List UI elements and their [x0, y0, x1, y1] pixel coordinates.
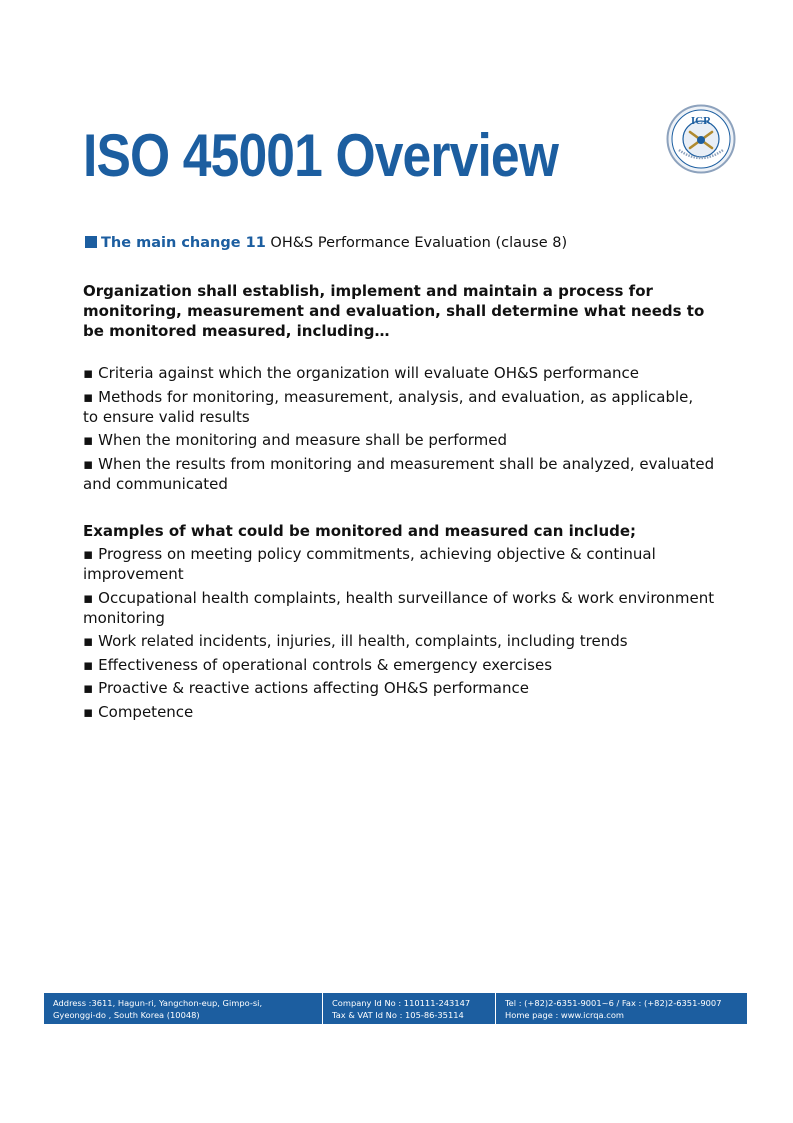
list-item: ▪ When the results from monitoring and measurement shall be analyzed, evaluated and communicated — [83, 454, 715, 493]
icr-logo — [666, 104, 736, 174]
list-item: ▪ Methods for monitoring, measurement, analysis, and evaluation, as applicable, to ensure valid results — [83, 387, 694, 426]
intro-paragraph: Organization shall establish, implement and maintain a process for monitoring, measurement and evaluation, shall determine what needs to be monitored measured, including… — [83, 282, 705, 340]
bullet-icon: ▪ — [83, 387, 94, 406]
list-item: ▪ Proactive & reactive actions affecting OH&S performance — [83, 679, 529, 697]
footer-contact — [495, 993, 747, 1024]
bullet-icon: ▪ — [83, 431, 94, 449]
requirements-list — [83, 363, 723, 497]
page-title: ISO 45001 Overview — [83, 122, 559, 189]
bullet-icon: ▪ — [83, 702, 94, 721]
bullet-icon: ▪ — [83, 454, 94, 473]
list-item: ▪ Progress on meeting policy commitments, achieving objective & continual improvement — [83, 545, 656, 583]
bullet-icon: ▪ — [83, 545, 94, 563]
list-item: ▪ Occupational health complaints, health surveillance of works & work environment monitoring — [83, 588, 715, 627]
footer-phone: Tel : (+82)2-6351-9001~6 / Fax : (+82)2-6351-9007 — [505, 998, 722, 1008]
list-item: ▪ Competence — [83, 702, 194, 721]
heading-highlight: The main change 11 — [101, 235, 266, 251]
logo-text: ICR — [690, 115, 712, 127]
footer-address: Address :3611, Hagun-ri, Yangchon-eup, Gimpo-si, Gyeonggi-do , South Korea (10048) — [53, 998, 263, 1020]
heading-rest: OH&S Performance Evaluation (clause 8) — [265, 235, 568, 251]
list-item: ▪ Criteria against which the organization will evaluate OH&S performance — [83, 364, 640, 382]
list-item: ▪ Effectiveness of operational controls & emergency exercises — [83, 655, 553, 674]
bullet-icon: ▪ — [83, 655, 94, 674]
bullet-icon: ▪ — [83, 364, 94, 382]
footer-company-ids: Company Id No : 110111-243147 Tax & VAT Id No : 105-86-35114 — [322, 993, 495, 1024]
heading-square-icon — [85, 236, 97, 248]
bullet-icon: ▪ — [83, 588, 94, 607]
list-item: ▪ Work related incidents, injuries, ill health, complaints, including trends — [83, 632, 628, 650]
list-item: ▪ When the monitoring and measure shall be performed — [83, 431, 508, 449]
bullet-icon: ▪ — [83, 679, 94, 697]
examples-heading: Examples of what could be monitored and measured can include; — [83, 522, 637, 540]
examples-list — [83, 544, 723, 725]
footer-bar — [44, 993, 747, 1024]
footer-homepage-link[interactable]: Home page : www.icrqa.com — [505, 1010, 625, 1020]
section-heading — [85, 233, 567, 253]
bullet-icon: ▪ — [83, 632, 94, 650]
